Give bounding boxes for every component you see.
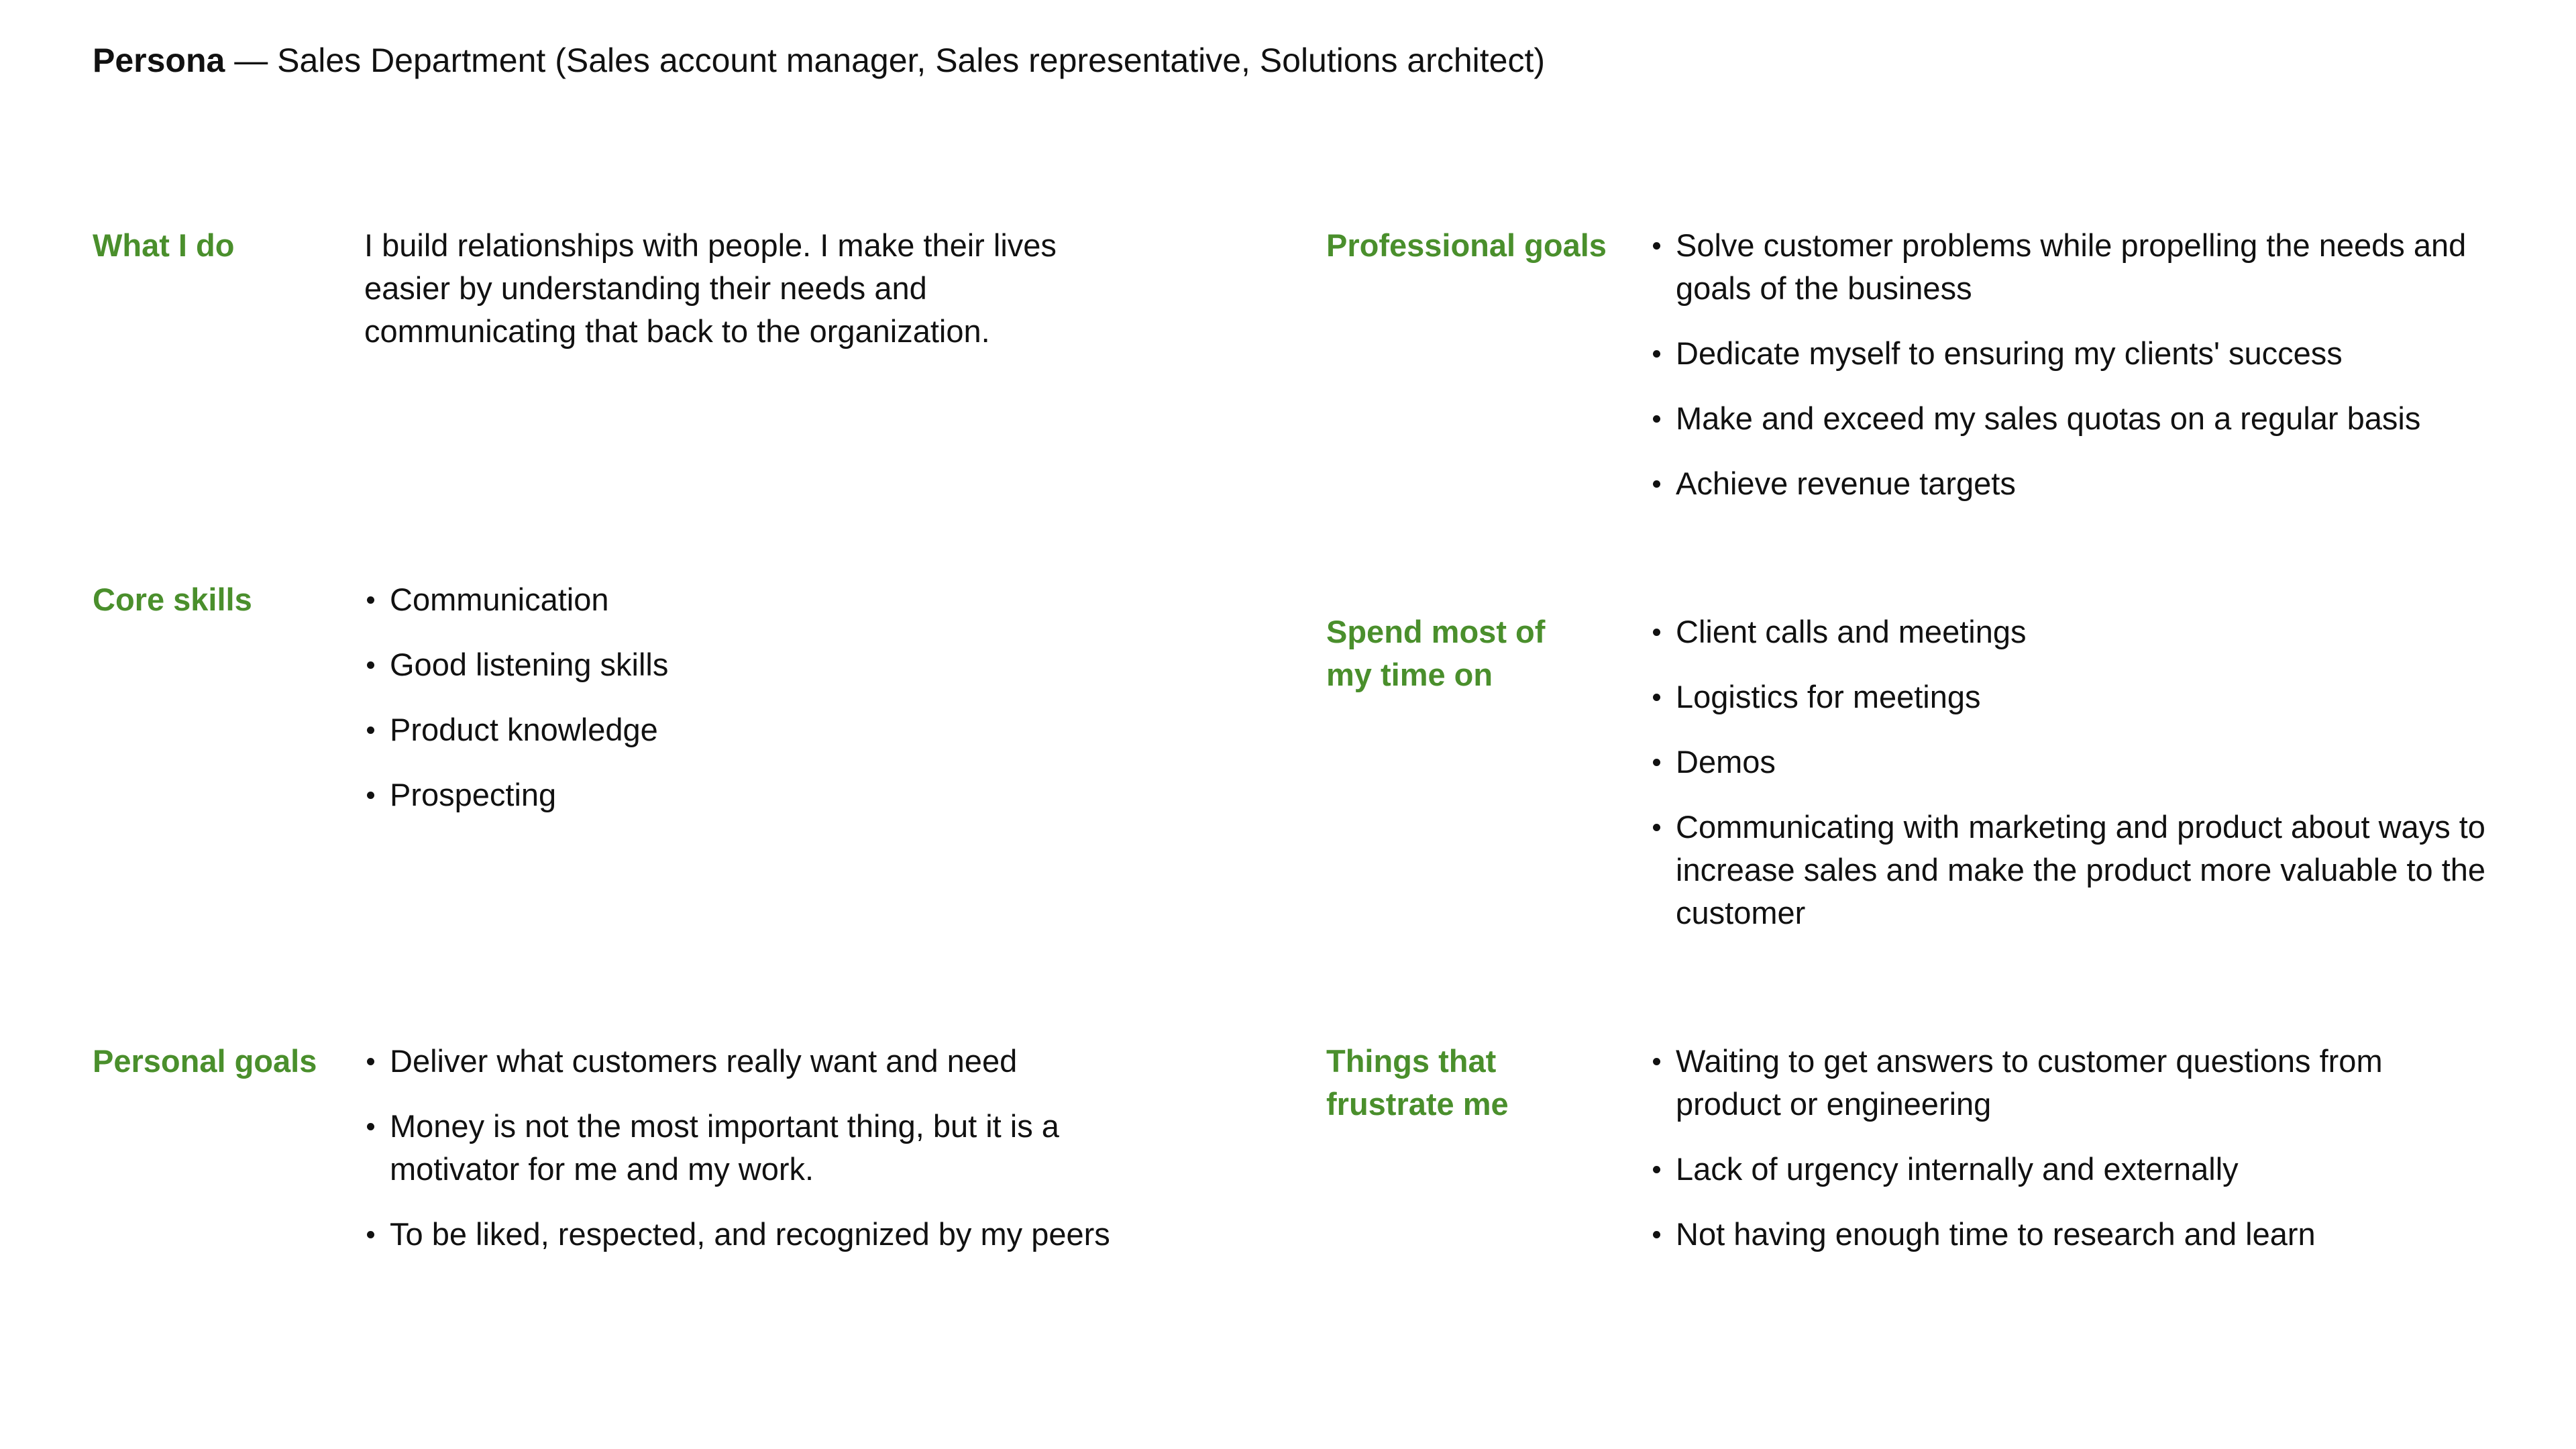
- spend-time-heading: Spend most of my time on: [1326, 614, 1546, 692]
- list-item: Client calls and meetings: [1650, 610, 2489, 653]
- list-item: Demos: [1650, 741, 2489, 784]
- list-item: Product knowledge: [364, 708, 1102, 751]
- personal-goals-heading: Personal goals: [93, 1043, 317, 1079]
- what-i-do-text-block: [364, 224, 1062, 353]
- frustrations-list-block: [1650, 1040, 2489, 1256]
- list-item: Dedicate myself to ensuring my clients' success: [1650, 332, 2489, 375]
- list-item: Communicating with marketing and product about ways to increase sales and make the product more valuable to the customer: [1650, 806, 2489, 934]
- core-skills-heading: Core skills: [93, 582, 252, 617]
- list-item: Waiting to get answers to customer questions from product or engineering: [1650, 1040, 2489, 1126]
- list-item: Deliver what customers really want and need: [364, 1040, 1156, 1083]
- list-item: Good listening skills: [364, 643, 1102, 686]
- what-i-do-heading: What I do: [93, 227, 235, 263]
- list-item: Communication: [364, 578, 1102, 621]
- list-item: To be liked, respected, and recognized by my peers: [364, 1213, 1156, 1256]
- core-skills-list-block: [364, 578, 1102, 816]
- list-item: Logistics for meetings: [1650, 676, 2489, 718]
- professional-goals-heading: Professional goals: [1326, 227, 1607, 263]
- list-item: Not having enough time to research and learn: [1650, 1213, 2489, 1256]
- page-title-rest: — Sales Department (Sales account manager, Sales representative, Solutions architect): [225, 42, 1545, 79]
- frustrations-heading: Things that frustrate me: [1326, 1043, 1509, 1122]
- professional-goals-list-block: [1650, 224, 2489, 505]
- list-item: Lack of urgency internally and externally: [1650, 1148, 2489, 1191]
- frustrations-list: [1650, 1040, 2489, 1256]
- list-item: Achieve revenue targets: [1650, 462, 2489, 505]
- professional-goals-list: [1650, 224, 2489, 505]
- spend-time-list-block: [1650, 610, 2489, 934]
- personal-goals-list-block: [364, 1040, 1156, 1256]
- list-item: Prospecting: [364, 773, 1102, 816]
- what-i-do-text: I build relationships with people. I make their lives easier by understanding their needs and communicating that back to the organization.: [364, 227, 1057, 349]
- core-skills-list: [364, 578, 1102, 816]
- personal-goals-list: [364, 1040, 1156, 1256]
- page-title-strong: Persona: [93, 42, 225, 79]
- list-item: Make and exceed my sales quotas on a regular basis: [1650, 397, 2489, 440]
- list-item: Money is not the most important thing, but it is a motivator for me and my work.: [364, 1105, 1156, 1191]
- page-title: [93, 39, 1545, 82]
- list-item: Solve customer problems while propelling the needs and goals of the business: [1650, 224, 2489, 310]
- spend-time-list: [1650, 610, 2489, 934]
